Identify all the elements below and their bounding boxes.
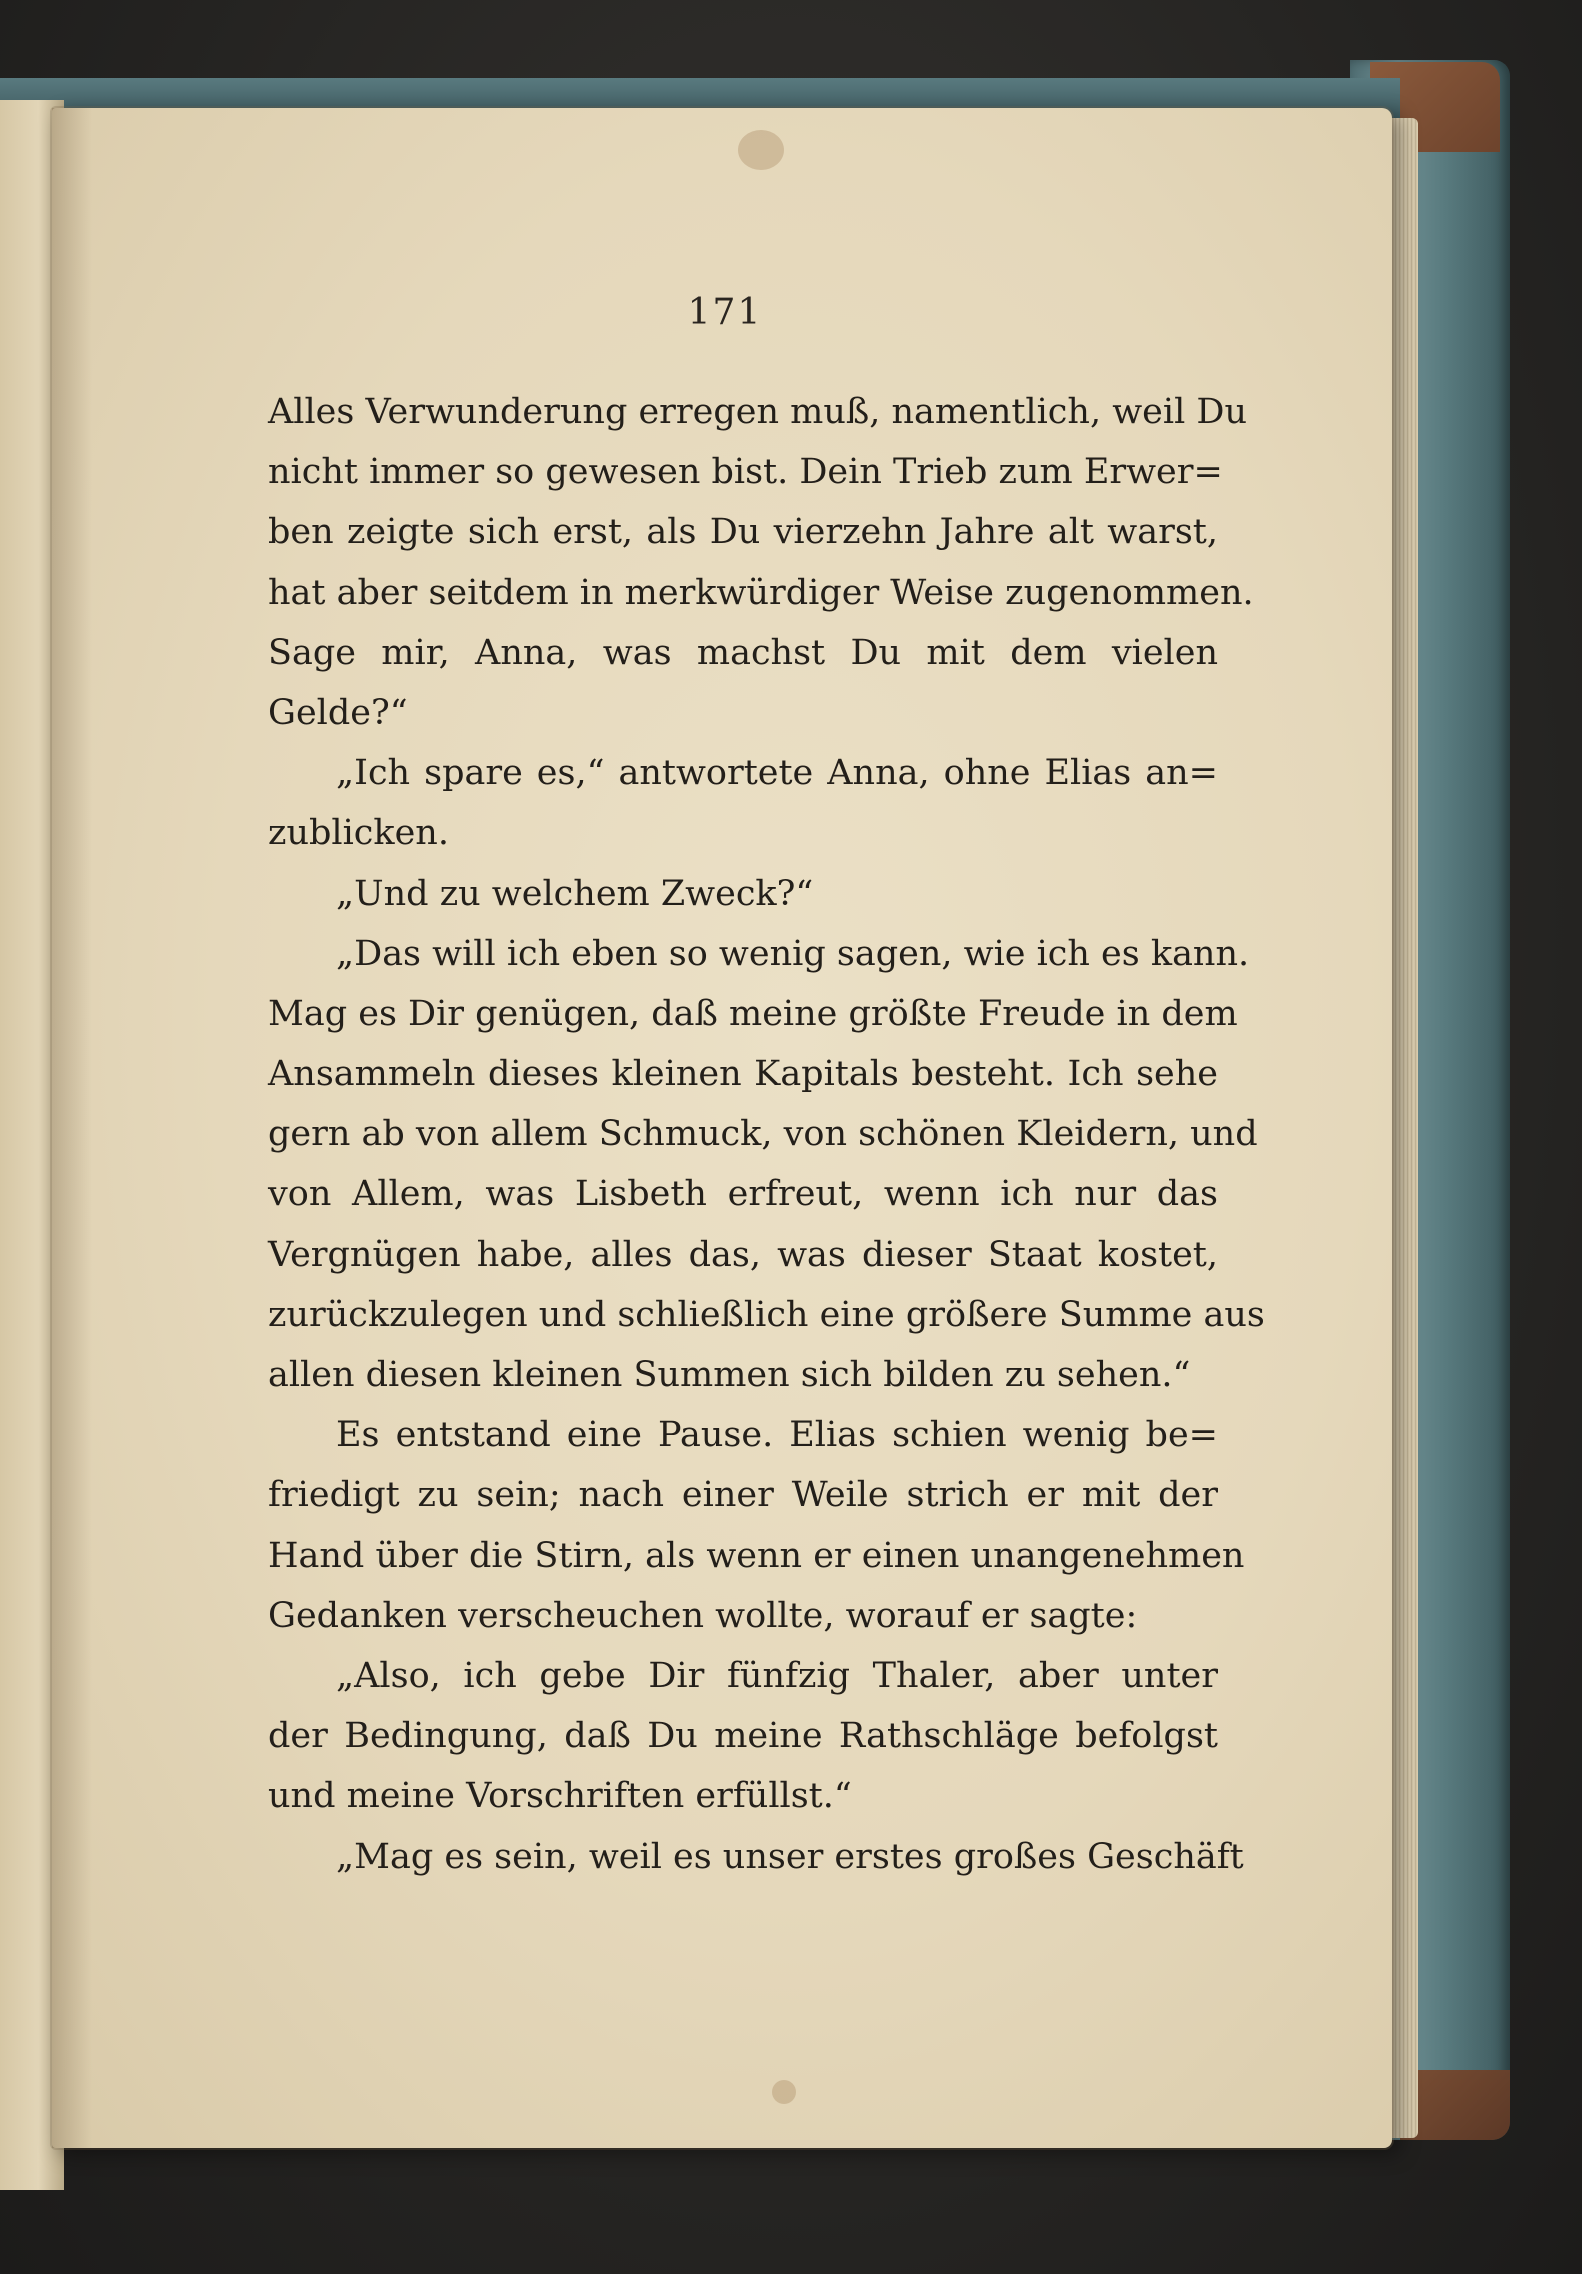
text-line: Sage mir, Anna, was machst Du mit dem vielen xyxy=(268,632,1218,673)
text-line: Mag es Dir genügen, daß meine größte Freude in dem xyxy=(268,993,1238,1034)
text-line: „Mag es sein, weil es unser erstes großes Geschäft xyxy=(336,1836,1244,1877)
text-line: friedigt zu sein; nach einer Weile strich er mit der xyxy=(268,1475,1218,1516)
text-line: zublicken. xyxy=(268,813,449,854)
text-line: ben zeigte sich erst, als Du vierzehn Jahre alt warst, xyxy=(268,512,1218,553)
text-line: und meine Vorschriften erfüllst.“ xyxy=(268,1776,852,1817)
text-line: zurückzulegen und schließlich eine größere Summe aus xyxy=(268,1294,1265,1335)
text-line: Gedanken verscheuchen wollte, worauf er sagte: xyxy=(268,1595,1138,1636)
text-line: gern ab von allem Schmuck, von schönen Kleidern, und xyxy=(268,1114,1258,1155)
page-number: 171 xyxy=(687,292,763,333)
text-line: von Allem, was Lisbeth erfreut, wenn ich nur das xyxy=(268,1174,1218,1215)
paper-stain xyxy=(738,130,784,170)
text-line: der Bedingung, daß Du meine Rathschläge befolgst xyxy=(268,1716,1218,1757)
gutter-shadow xyxy=(52,108,92,2148)
text-line: Vergnügen habe, alles das, was dieser Staat kostet, xyxy=(268,1234,1218,1275)
paper-stain xyxy=(772,2080,796,2104)
text-line: „Ich spare es,“ antwortete Anna, ohne Elias an= xyxy=(336,753,1218,794)
text-line: „Also, ich gebe Dir fünfzig Thaler, aber unter xyxy=(336,1655,1218,1696)
text-line: Alles Verwunderung erregen muß, namentlich, weil Du xyxy=(268,392,1247,432)
text-line: Ansammeln dieses kleinen Kapitals besteht. Ich sehe xyxy=(268,1054,1218,1095)
page-text xyxy=(268,382,1265,1887)
text-line: „Und zu welchem Zweck?“ xyxy=(336,873,814,914)
text-line: Hand über die Stirn, als wenn er einen unangenehmen xyxy=(268,1535,1245,1576)
text-line: hat aber seitdem in merkwürdiger Weise zugenommen. xyxy=(268,572,1254,613)
text-line: nicht immer so gewesen bist. Dein Trieb zum Erwer= xyxy=(268,452,1223,493)
text-line: „Das will ich eben so wenig sagen, wie ich es kann. xyxy=(336,933,1250,974)
text-line: Gelde?“ xyxy=(268,692,408,733)
text-line: allen diesen kleinen Summen sich bilden zu sehen.“ xyxy=(268,1355,1191,1395)
text-line: Es entstand eine Pause. Elias schien wenig be= xyxy=(336,1415,1218,1456)
